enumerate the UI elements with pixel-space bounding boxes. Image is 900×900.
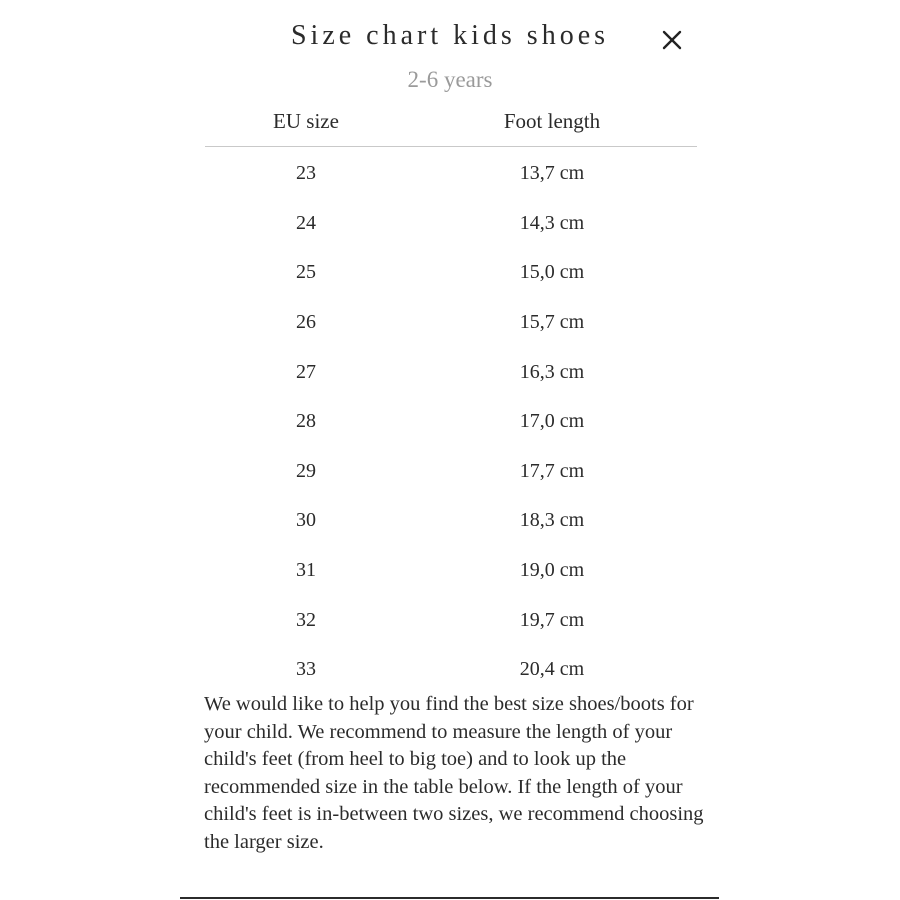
eu-size-cell: 27	[296, 360, 316, 383]
modal-title: Size chart kids shoes	[290, 20, 610, 51]
eu-size-cell: 24	[296, 211, 316, 234]
foot-length-cell: 15,7 cm	[519, 311, 585, 334]
divider	[180, 897, 719, 899]
eu-size-cell: 29	[296, 459, 316, 482]
table-row	[205, 496, 697, 546]
foot-length-cell: 15,0 cm	[519, 261, 585, 284]
table-row	[205, 298, 697, 348]
table-body	[205, 147, 697, 695]
foot-length-cell: 16,3 cm	[519, 360, 585, 383]
eu-size-cell: 30	[296, 509, 316, 532]
eu-size-cell: 28	[296, 410, 316, 433]
table-row	[205, 546, 697, 596]
eu-size-cell: 26	[296, 311, 316, 334]
header-foot-length: Foot length	[503, 109, 601, 133]
close-button[interactable]	[656, 24, 688, 56]
table-row	[205, 595, 697, 645]
table-row	[205, 347, 697, 397]
foot-length-cell: 19,7 cm	[519, 608, 585, 631]
table-header	[205, 104, 697, 147]
foot-length-cell: 14,3 cm	[519, 211, 585, 234]
table-row	[205, 199, 697, 249]
table-row	[205, 248, 697, 298]
header-eu-size: EU size	[273, 109, 339, 133]
eu-size-cell: 23	[296, 162, 316, 185]
foot-length-cell: 17,7 cm	[519, 459, 585, 482]
sizing-advice-text: We would like to help you find the best size shoes/boots for your child. We recommend to measure the length of your child's feet (from heel to big toe) and to look up the recommended size in the table below. If the length of your child's feet is in-between two sizes, we recommend choosing the larger size.	[204, 693, 704, 853]
foot-length-cell: 19,0 cm	[519, 559, 585, 582]
eu-size-cell: 31	[296, 559, 316, 582]
table-row	[205, 447, 697, 497]
foot-length-cell: 17,0 cm	[519, 410, 585, 433]
foot-length-cell: 13,7 cm	[519, 162, 585, 185]
foot-length-cell: 18,3 cm	[519, 509, 585, 532]
size-table	[205, 104, 697, 695]
close-icon	[656, 24, 688, 56]
eu-size-cell: 32	[296, 608, 316, 631]
eu-size-cell: 33	[296, 658, 316, 681]
table-row	[205, 149, 697, 199]
age-range-subtitle: 2-6 years	[407, 67, 493, 92]
eu-size-cell: 25	[296, 261, 316, 284]
table-row	[205, 645, 697, 695]
foot-length-cell: 20,4 cm	[519, 658, 585, 681]
table-row	[205, 397, 697, 447]
